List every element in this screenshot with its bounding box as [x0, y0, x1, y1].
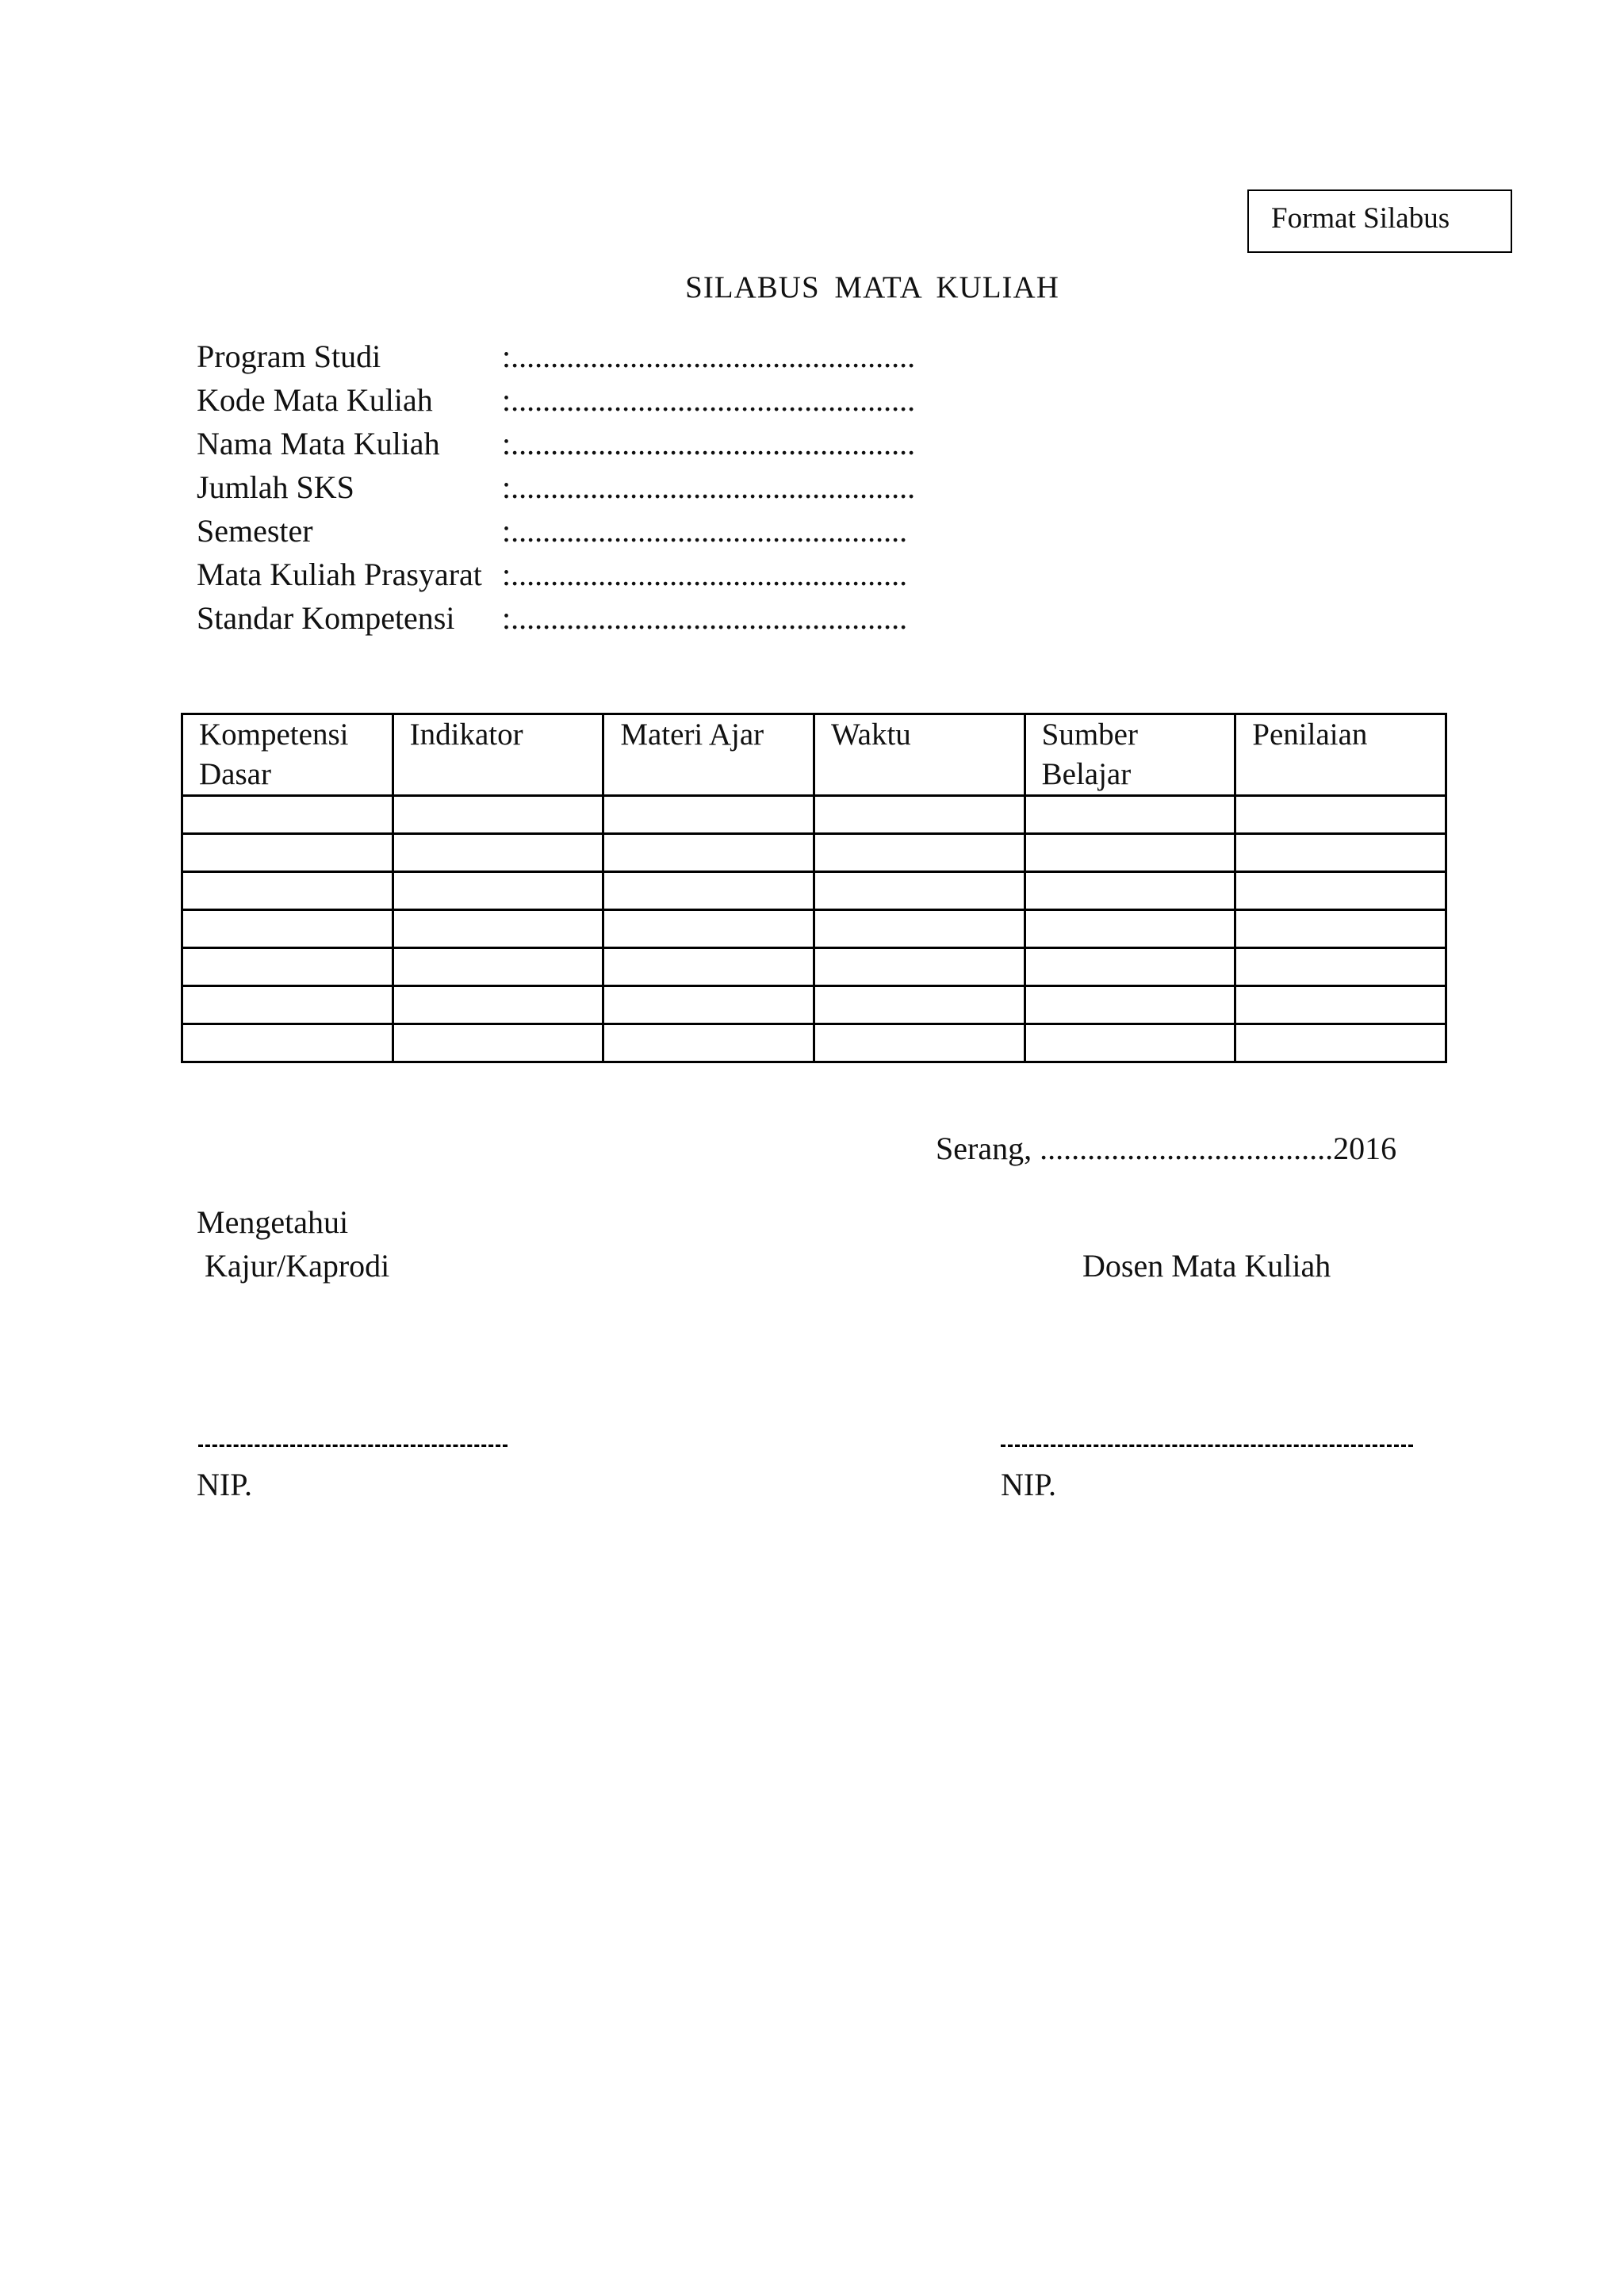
field-label: Mata Kuliah Prasyarat	[197, 557, 482, 592]
header-penilaian: Penilaian	[1235, 714, 1446, 796]
table-cell	[393, 872, 603, 910]
table-row	[182, 1024, 1446, 1062]
table-row	[182, 796, 1446, 834]
field-label: Nama Mata Kuliah	[197, 426, 440, 461]
field-program-studi	[197, 333, 915, 377]
table-cell	[1235, 872, 1446, 910]
table-cell	[603, 872, 814, 910]
field-value: :...................................................	[502, 426, 916, 461]
table-cell	[1235, 1024, 1446, 1062]
table-cell	[1235, 834, 1446, 872]
table-cell	[1235, 910, 1446, 948]
table-row	[182, 834, 1446, 872]
field-jumlah-sks	[197, 464, 915, 507]
table-cell	[182, 834, 393, 872]
header-kompetensi-dasar: Kompetensi Dasar	[182, 714, 393, 796]
right-signer-role: Dosen Mata Kuliah	[1082, 1248, 1331, 1284]
field-prasyarat	[197, 551, 915, 595]
field-standar-kompetensi	[197, 595, 915, 638]
field-value: :...................................................	[502, 339, 916, 374]
table-cell	[1025, 986, 1235, 1024]
field-semester	[197, 507, 915, 551]
field-nama-mata-kuliah	[197, 420, 915, 464]
table-cell	[603, 948, 814, 986]
document-title: SILABUS MATA KULIAH	[685, 270, 1059, 304]
place-date: Serang, .....................................2016	[936, 1131, 1397, 1166]
table-cell	[1235, 796, 1446, 834]
table-row	[182, 948, 1446, 986]
syllabus-table	[181, 713, 1447, 1063]
table-cell	[603, 910, 814, 948]
course-info-fields	[197, 333, 915, 638]
header-indikator: Indikator	[393, 714, 603, 796]
field-label: Jumlah SKS	[197, 469, 354, 505]
table-cell	[1025, 1024, 1235, 1062]
table-cell	[1235, 986, 1446, 1024]
header-sumber-belajar: Sumber Belajar	[1025, 714, 1235, 796]
format-label-box	[1247, 189, 1512, 253]
table-cell	[814, 872, 1025, 910]
table-row	[182, 910, 1446, 948]
table-row	[182, 872, 1446, 910]
table-cell	[1235, 948, 1446, 986]
header-materi-ajar: Materi Ajar	[603, 714, 814, 796]
table-cell	[1025, 872, 1235, 910]
field-value: :..................................................	[502, 557, 908, 592]
table-cell	[182, 796, 393, 834]
table-cell	[1025, 948, 1235, 986]
table-cell	[814, 834, 1025, 872]
field-label: Standar Kompetensi	[197, 600, 455, 636]
table-cell	[814, 910, 1025, 948]
table-cell	[393, 948, 603, 986]
table-row	[182, 986, 1446, 1024]
field-kode-mata-kuliah	[197, 377, 915, 420]
table-cell	[182, 910, 393, 948]
header-waktu: Waktu	[814, 714, 1025, 796]
table-cell	[814, 1024, 1025, 1062]
field-value: :...................................................	[502, 382, 916, 418]
table-cell	[1025, 796, 1235, 834]
field-label: Semester	[197, 513, 313, 549]
field-value: :..................................................	[502, 513, 908, 549]
approval-label: Mengetahui	[197, 1204, 349, 1240]
format-label: Format Silabus	[1271, 202, 1450, 235]
field-value: :..................................................	[502, 600, 908, 636]
table-cell	[182, 1024, 393, 1062]
right-signature-line	[1001, 1445, 1413, 1447]
table-cell	[182, 948, 393, 986]
left-nip: NIP.	[197, 1467, 253, 1502]
right-nip: NIP.	[1001, 1467, 1057, 1502]
table-cell	[814, 796, 1025, 834]
table-cell	[814, 948, 1025, 986]
table-cell	[393, 834, 603, 872]
table-cell	[1025, 910, 1235, 948]
left-signature-line	[198, 1445, 508, 1447]
table-cell	[603, 1024, 814, 1062]
table-cell	[1025, 834, 1235, 872]
table-cell	[182, 986, 393, 1024]
table-cell	[814, 986, 1025, 1024]
table-cell	[603, 796, 814, 834]
table-cell	[603, 834, 814, 872]
left-signer-role: Kajur/Kaprodi	[205, 1248, 390, 1284]
table-header-row	[182, 714, 1446, 796]
table-cell	[603, 986, 814, 1024]
table-cell	[182, 872, 393, 910]
table-cell	[393, 796, 603, 834]
table-cell	[393, 1024, 603, 1062]
table-cell	[393, 986, 603, 1024]
field-label: Kode Mata Kuliah	[197, 382, 433, 418]
field-label: Program Studi	[197, 339, 381, 374]
table-cell	[393, 910, 603, 948]
field-value: :...................................................	[502, 469, 916, 505]
